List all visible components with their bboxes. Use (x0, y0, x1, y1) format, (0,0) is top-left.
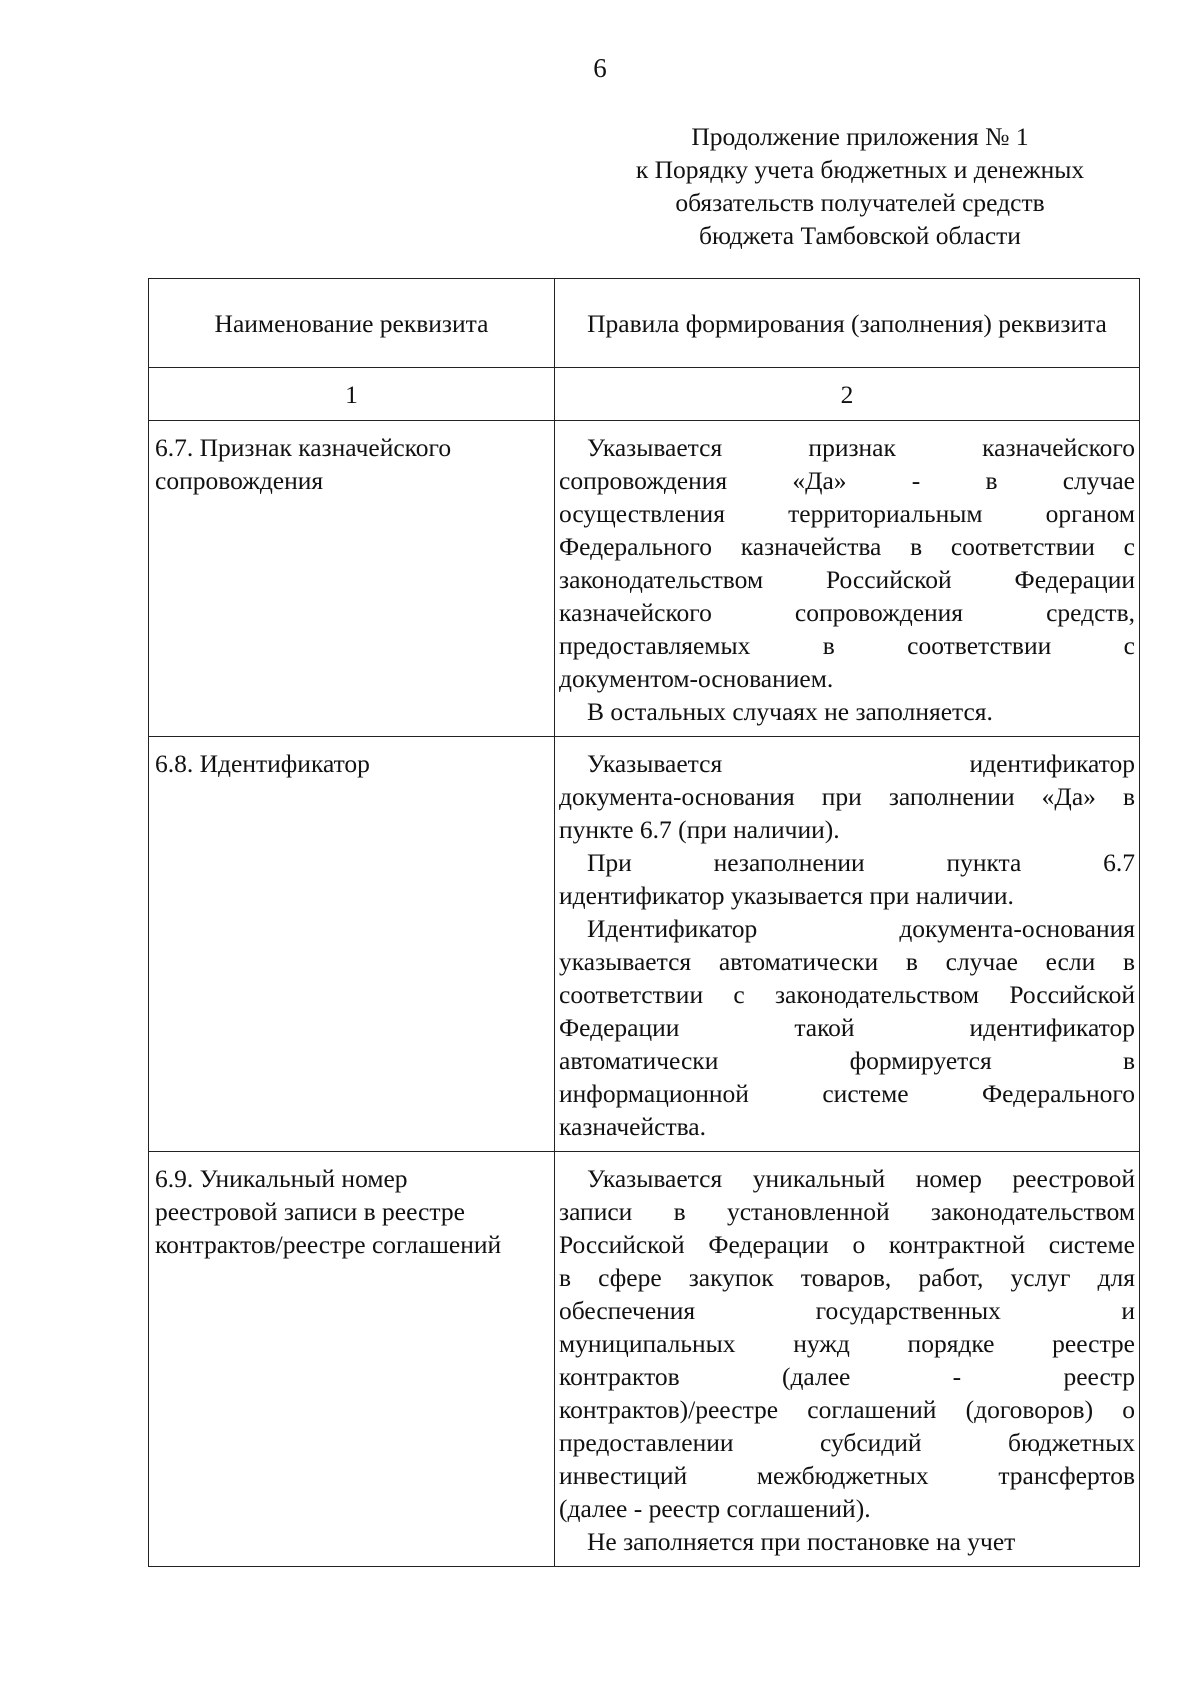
rule-line: идентификатор указывается при наличии. (559, 881, 1014, 910)
requisite-name: 6.7. Признак казначейского сопровождения (149, 421, 555, 737)
rule-line: указывается автоматически в случае если в (559, 947, 1135, 976)
rule-line: В остальных случаях не заполняется. (587, 697, 993, 726)
rule-line: Федерации такой идентификатор (559, 1013, 1135, 1042)
requisite-rules (555, 1152, 1140, 1567)
rule-line: сопровождения «Да» - в случае (559, 466, 1135, 495)
rule-line: контрактов)/реестре соглашений (договоров) о (559, 1395, 1135, 1424)
appendix-header-line: Продолжение приложения № 1 (691, 122, 1029, 151)
page-number: 6 (593, 53, 607, 83)
rule-paragraph (559, 1525, 1135, 1558)
appendix-header (590, 120, 1130, 252)
rule-paragraph (559, 695, 1135, 728)
rule-line: Указывается признак казначейского (587, 433, 1135, 462)
rule-paragraph (559, 1162, 1135, 1525)
rule-line: казначейского сопровождения средств, (559, 598, 1135, 627)
rule-line: Федерального казначейства в соответствии с (559, 532, 1135, 561)
rule-line: документа-основания при заполнении «Да» в (559, 782, 1135, 811)
requisite-name: 6.8. Идентификатор (149, 737, 555, 1152)
rule-line: Идентификатор документа-основания (587, 914, 1135, 943)
rule-line: предоставлении субсидий бюджетных (559, 1428, 1135, 1457)
rule-line: документом-основанием. (559, 664, 834, 693)
requisites-table (148, 278, 1140, 1567)
rule-line: Российской Федерации о контрактной системе (559, 1230, 1135, 1259)
rule-line: законодательством Российской Федерации (559, 565, 1135, 594)
rule-line: Указывается уникальный номер реестровой (587, 1164, 1135, 1193)
requisite-name: 6.9. Уникальный номер реестровой записи в реестре контрактов/реестре соглашений (149, 1152, 555, 1567)
rule-line: муниципальных нужд порядке реестре (559, 1329, 1135, 1358)
rule-line: контрактов (далее - реестр (559, 1362, 1135, 1391)
rule-line: казначейства. (559, 1112, 706, 1141)
rule-line: соответствии с законодательством Российской (559, 980, 1135, 1009)
column-number: 2 (555, 368, 1140, 421)
column-header-name: Наименование реквизита (149, 279, 555, 368)
rule-line: в сфере закупок товаров, работ, услуг для (559, 1263, 1135, 1292)
rule-paragraph (559, 846, 1135, 912)
rule-line: осуществления территориальным органом (559, 499, 1135, 528)
rule-paragraph (559, 431, 1135, 695)
appendix-header-line: бюджета Тамбовской области (699, 221, 1021, 250)
rule-line: пункте 6.7 (при наличии). (559, 815, 840, 844)
rule-line: При незаполнении пункта 6.7 (587, 848, 1135, 877)
table-row (149, 421, 1140, 737)
rule-line: информационной системе Федерального (559, 1079, 1135, 1108)
rule-paragraph (559, 747, 1135, 846)
table-row (149, 737, 1140, 1152)
rule-line: (далее - реестр соглашений). (559, 1494, 871, 1523)
requisite-rules (555, 737, 1140, 1152)
table-header-row (149, 279, 1140, 368)
table-row (149, 1152, 1140, 1567)
rule-paragraph (559, 912, 1135, 1143)
rule-line: Указывается идентификатор (587, 749, 1135, 778)
table-number-row (149, 368, 1140, 421)
rule-line: предоставляемых в соответствии с (559, 631, 1135, 660)
appendix-header-line: к Порядку учета бюджетных и денежных (635, 155, 1085, 184)
rule-line: автоматически формируется в (559, 1046, 1135, 1075)
column-header-rules: Правила формирования (заполнения) реквизита (555, 279, 1140, 368)
requisite-rules (555, 421, 1140, 737)
rule-line: инвестиций межбюджетных трансфертов (559, 1461, 1135, 1490)
rule-line: записи в установленной законодательством (559, 1197, 1135, 1226)
column-number: 1 (149, 368, 555, 421)
appendix-header-line: обязательств получателей средств (675, 188, 1045, 217)
rule-line: Не заполняется при постановке на учет (587, 1527, 1016, 1556)
rule-line: обеспечения государственных и (559, 1296, 1135, 1325)
